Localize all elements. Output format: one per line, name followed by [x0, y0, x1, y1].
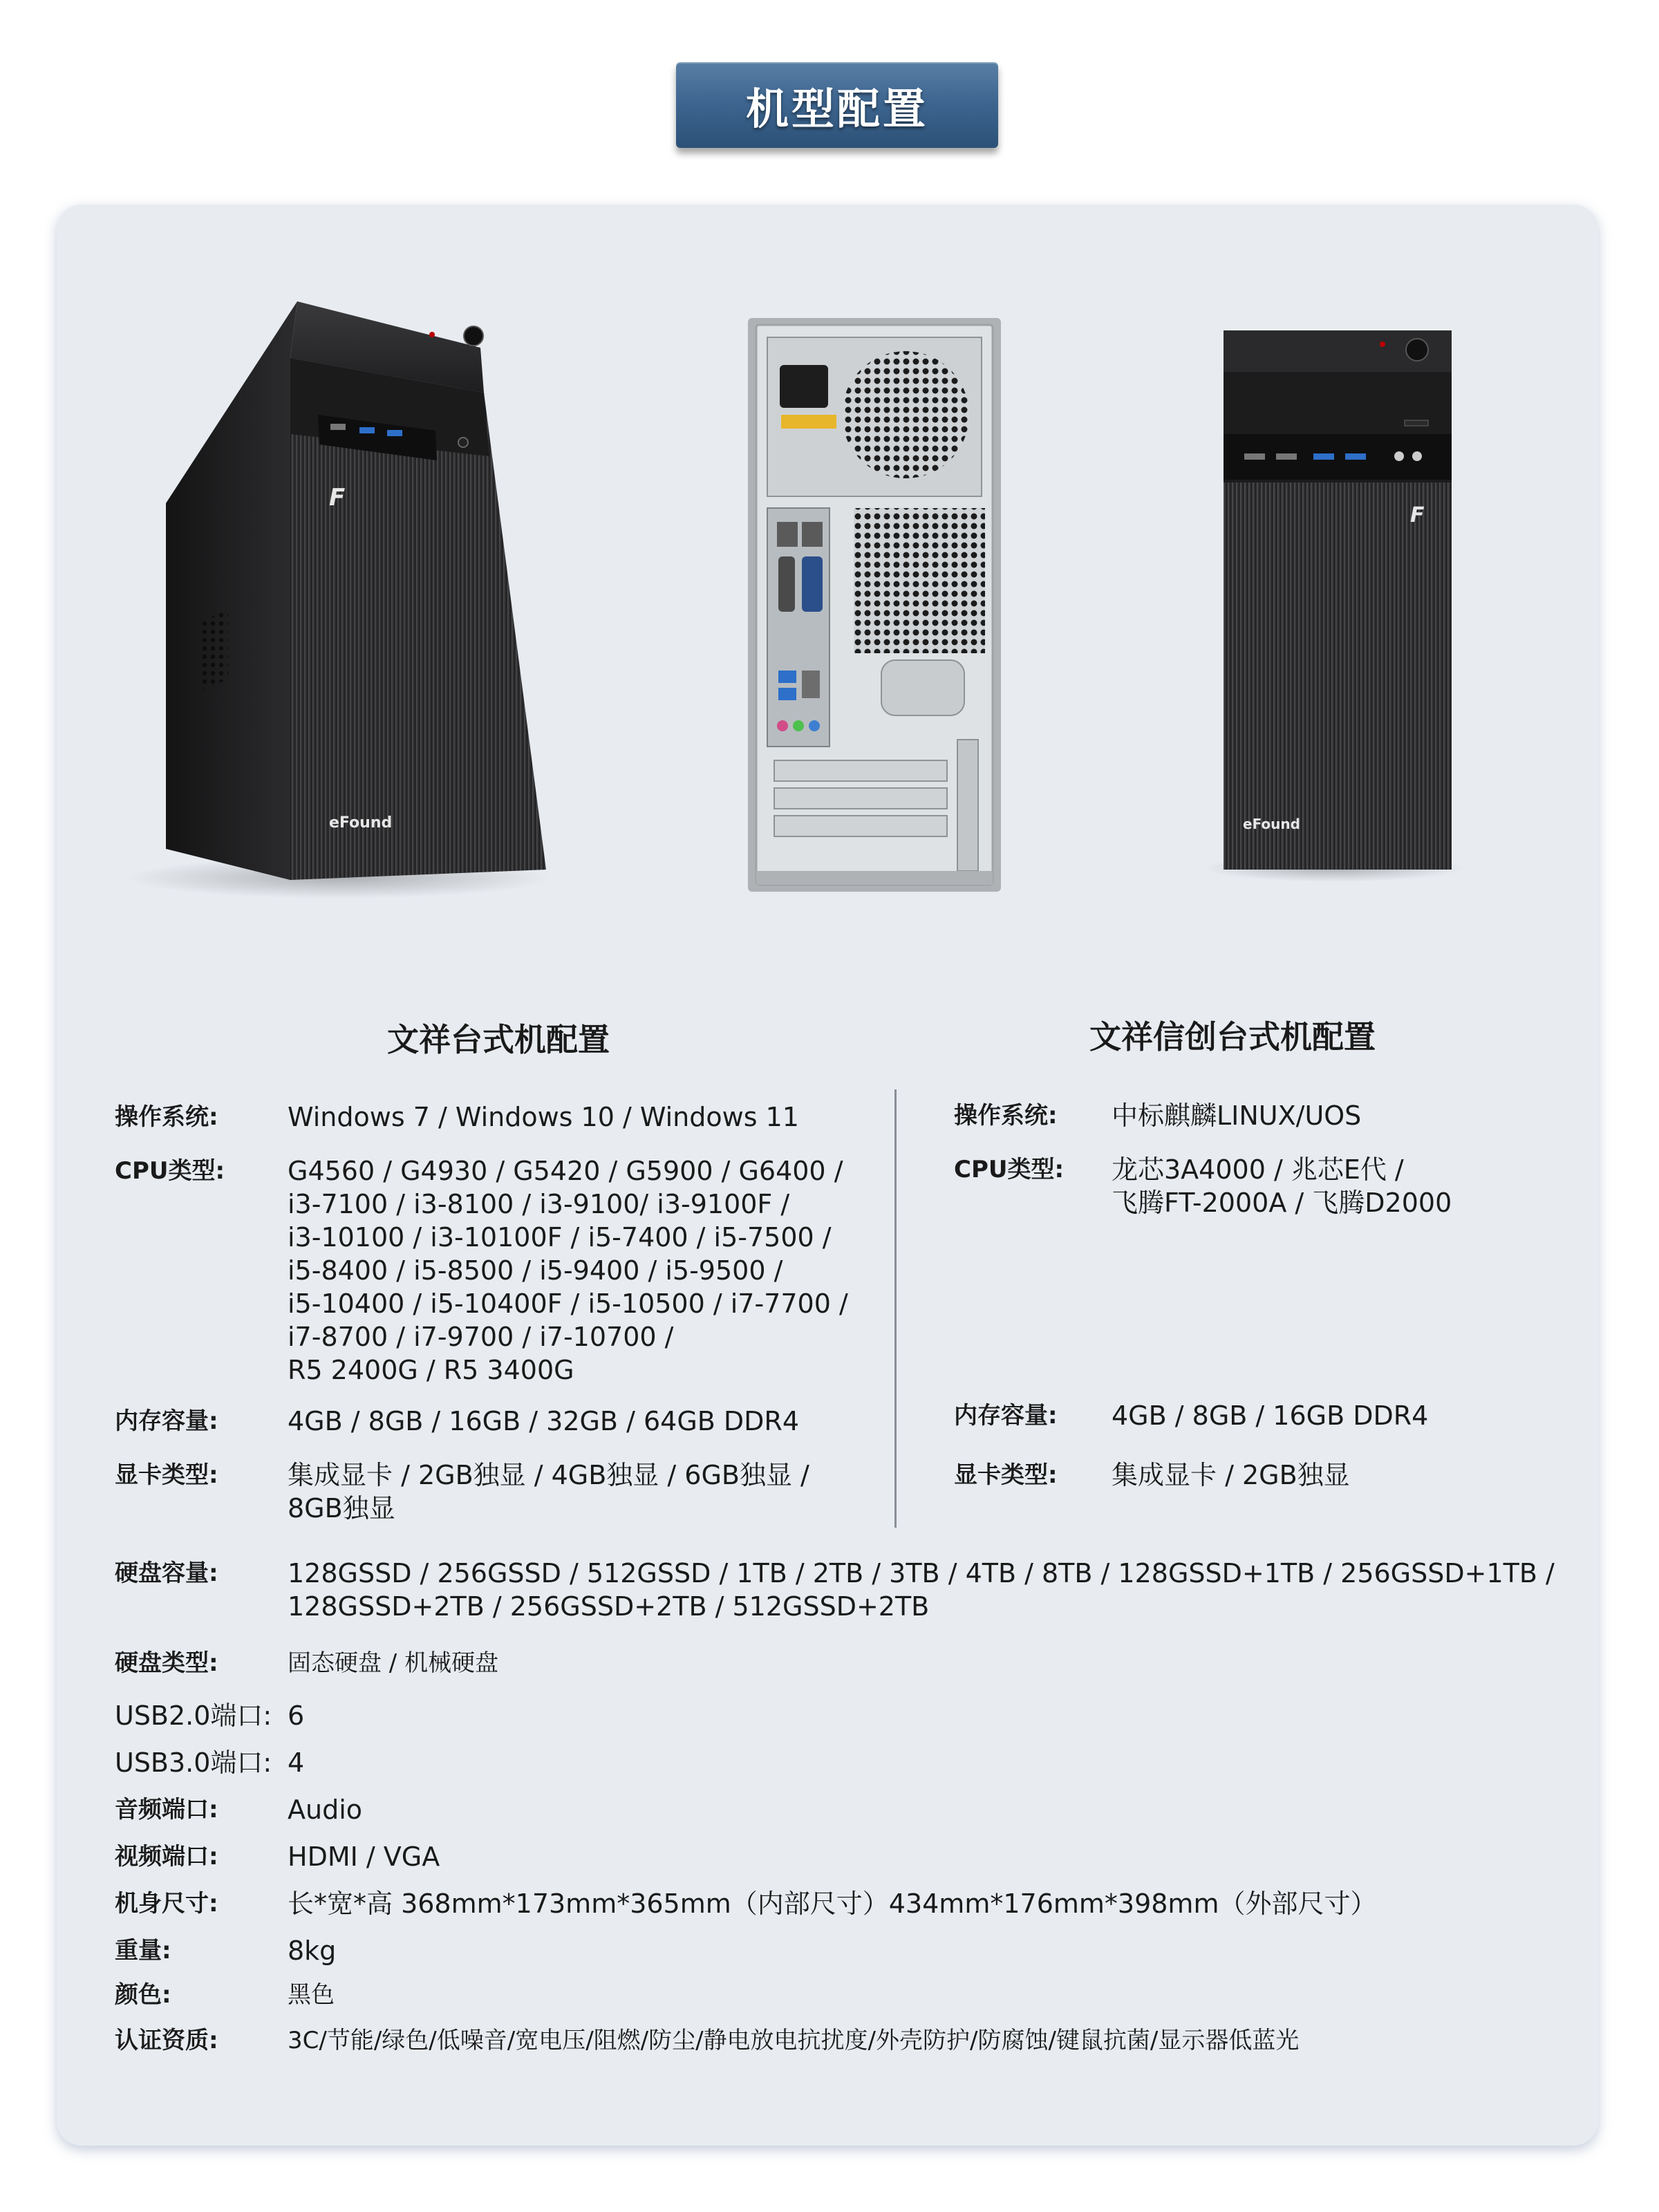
spec-value: 4GB / 8GB / 16GB DDR4 — [1112, 1400, 1429, 1431]
left-spec-cpu — [115, 1154, 848, 1387]
spec-label: USB2.0端口: — [115, 1700, 272, 1731]
left-spec-gpu — [115, 1459, 809, 1525]
right-spec-gpu — [954, 1459, 1350, 1492]
spec-label: 内存容量: — [954, 1402, 1058, 1430]
page-title: 机型配置 — [745, 83, 928, 134]
spec-label: 显卡类型: — [115, 1461, 218, 1489]
spec-label: 硬盘容量: — [115, 1559, 218, 1587]
spec-value: 128GSSD / 256GSSD / 512GSSD / 1TB / 2TB / 3TB / 4TB / 8TB / 128GSSD+1TB / 256GSSD+1TB / 128GSSD+2TB / 256GSSD+2TB / 512GSSD+2TB — [288, 1558, 1555, 1622]
spec-value: 固态硬盘 / 机械硬盘 — [288, 1649, 499, 1677]
spec-label: USB3.0端口: — [115, 1747, 272, 1778]
pc-rear-illustration — [747, 318, 1002, 892]
spec-label: 重量: — [115, 1937, 171, 1965]
page-title-badge — [676, 62, 998, 148]
spec-label: 视频端口: — [115, 1843, 218, 1871]
spec-value: 4 — [288, 1747, 305, 1778]
spec-label: CPU类型: — [115, 1157, 225, 1185]
spec-label: 操作系统: — [115, 1103, 218, 1131]
spec-label: 音频端口: — [115, 1796, 218, 1824]
spec-value: 中标麒麟LINUX/UOS — [1112, 1100, 1362, 1131]
spec-disk-type — [115, 1647, 498, 1680]
right-spec-memory — [954, 1399, 1428, 1432]
spec-value: 4GB / 8GB / 16GB / 32GB / 64GB DDR4 — [288, 1406, 800, 1436]
column-divider — [894, 1089, 897, 1528]
spec-audio — [115, 1793, 362, 1826]
spec-color — [115, 1978, 335, 2012]
pc-front-brand-mark: F — [1410, 503, 1425, 527]
spec-value: 8kg — [288, 1936, 337, 1966]
spec-label: 硬盘类型: — [115, 1649, 218, 1677]
spec-value: Audio — [288, 1794, 363, 1825]
spec-label: CPU类型: — [954, 1156, 1065, 1183]
spec-video — [115, 1840, 440, 1873]
spec-usb3 — [115, 1746, 304, 1779]
spec-label: 操作系统: — [954, 1102, 1058, 1130]
spec-disk-capacity — [115, 1557, 1555, 1623]
spec-usb2 — [115, 1699, 304, 1732]
right-spec-cpu — [954, 1153, 1452, 1219]
pc-angled-illustration — [159, 296, 553, 897]
spec-dimensions — [115, 1887, 1376, 1920]
spec-value: 3C/节能/绿色/低噪音/宽电压/阻燃/防尘/静电放电抗扰度/外壳防护/防腐蚀/键鼠抗菌/显示器低蓝光 — [288, 2027, 1300, 2054]
pc-front-logo: eFound — [1243, 816, 1300, 832]
spec-value: G4560 / G4930 / G5420 / G5900 / G6400 / i3-7100 / i3-8100 / i3-9100/ i3-9100F / i3-10100 / i3-10100F / i5-7400 / i5-7500 / i5-8400 / i5-8500 / i5-9400 / i5-9500 / i5-10400 / i5-10400F / i5-10500 / i7-7700 / i7-8700 / i7-9700 / i7-10700 / R5 2400G / R5 3400G — [288, 1156, 848, 1385]
spec-certifications — [115, 2024, 1299, 2057]
spec-value: HDMI / VGA — [288, 1841, 440, 1872]
left-column-heading: 文祥台式机配置 — [387, 1021, 610, 1058]
spec-label: 显卡类型: — [954, 1461, 1058, 1489]
left-spec-os — [115, 1100, 799, 1134]
spec-value: 龙芯3A4000 / 兆芯E代 / 飞腾FT-2000A / 飞腾D2000 — [1112, 1154, 1452, 1218]
spec-value: Windows 7 / Windows 10 / Windows 11 — [288, 1102, 799, 1132]
pc-front-illustration — [1224, 330, 1452, 870]
left-spec-memory — [115, 1405, 799, 1438]
spec-value: 黑色 — [288, 1981, 335, 2009]
spec-label: 认证资质: — [115, 2027, 218, 2054]
spec-value: 长*宽*高 368mm*173mm*365mm（内部尺寸）434mm*176mm*398mm（外部尺寸） — [288, 1888, 1377, 1919]
pc-angled-brand-mark: F — [329, 484, 346, 512]
spec-label: 机身尺寸: — [115, 1890, 218, 1918]
spec-value: 6 — [288, 1700, 305, 1731]
pc-angled-logo: eFound — [329, 814, 393, 832]
spec-value: 集成显卡 / 2GB独显 — [1112, 1460, 1350, 1490]
spec-label: 颜色: — [115, 1981, 171, 2009]
right-column-heading: 文祥信创台式机配置 — [1089, 1018, 1376, 1056]
right-spec-os — [954, 1099, 1361, 1132]
spec-value: 集成显卡 / 2GB独显 / 4GB独显 / 6GB独显 / 8GB独显 — [288, 1460, 809, 1524]
spec-weight — [115, 1934, 336, 1967]
spec-label: 内存容量: — [115, 1407, 218, 1435]
